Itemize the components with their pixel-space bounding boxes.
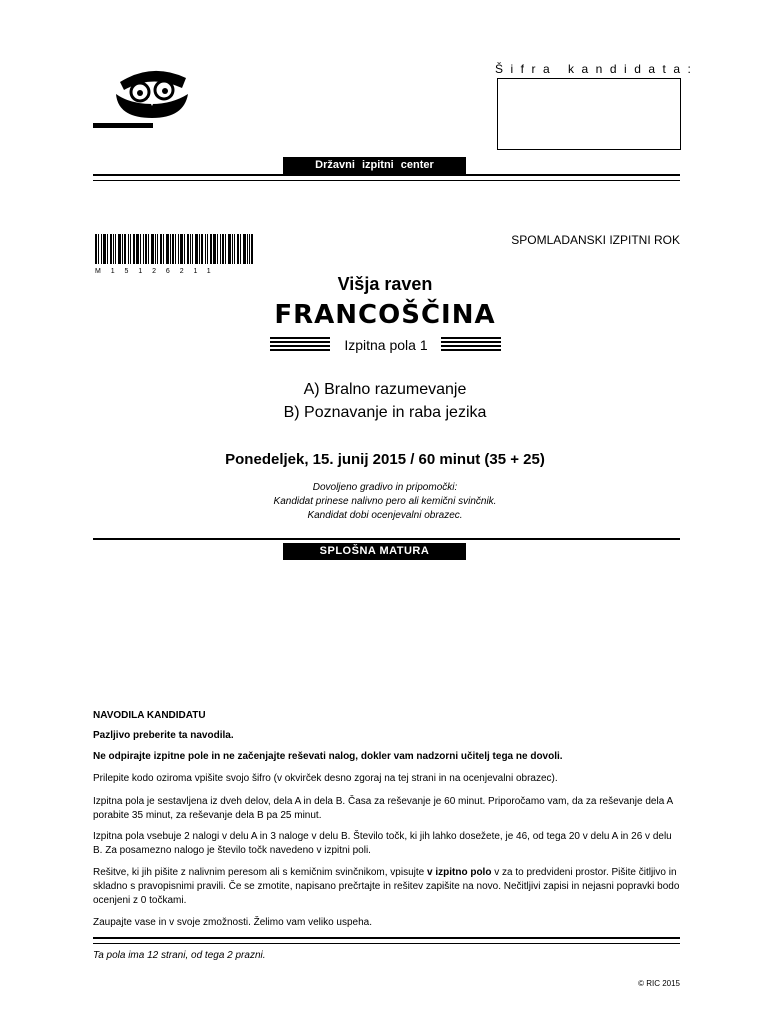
top-divider: [93, 174, 680, 176]
candidate-code-box[interactable]: [497, 78, 681, 150]
exam-session: SPOMLADANSKI IZPITNI ROK: [511, 233, 680, 247]
instructions-paragraph: Izpitna pola je sestavljena iz dveh delov, dela A in dela B. Časa za reševanje je 60 minut. Priporočamo vam, da za reševanje dela A porabite 35 minut, za reševanje dela B pa 25 minut.: [93, 796, 673, 821]
copyright: © RIC 2015: [638, 979, 680, 988]
allowed-materials-heading: Dovoljeno gradivo in pripomočki:: [312, 482, 458, 493]
paper-lines-right: [441, 337, 501, 351]
center-name-banner: Državni izpitni center: [283, 157, 466, 174]
ric-owl-logo-icon: [112, 60, 192, 120]
instructions-read-carefully: Pazljivo preberite ta navodila.: [93, 730, 234, 741]
barcode-icon: [95, 234, 253, 264]
instructions-heading: NAVODILA KANDIDATU: [93, 710, 206, 721]
logo-underline: [93, 123, 153, 128]
instructions-p4-emphasis: v izpitno polo: [427, 867, 492, 878]
matura-banner: SPLOŠNA MATURA: [283, 543, 466, 560]
top-divider-thin: [93, 180, 680, 181]
bottom-divider-thin: [93, 943, 680, 944]
exam-part-a: A) Bralno razumevanje: [303, 381, 467, 398]
instructions-paragraph: [93, 866, 680, 908]
exam-paper: Izpitna pola 1: [344, 337, 428, 353]
instructions-p4-start: Rešitve, ki jih pišite z nalivnim peresom ali s kemičnim svinčnikom, vpisujte: [93, 867, 427, 878]
allowed-materials-line: Kandidat prinese nalivno pero ali kemični svinčnik.: [273, 496, 497, 507]
instructions-p4-end: v za to predvideni prostor. Pišite čitljivo in skladno s pravopisnimi pravili. Če se zmotite, napisano prečrtajte in rešitev zapišite na novo. Nečitljivi zapisi in nejasni popravki bodo ocenjeni z 0 točkami.: [93, 867, 680, 906]
instructions-paragraph: Izpitna pola vsebuje 2 nalogi v delu A in 3 naloge v delu B. Število točk, ki jih lahko dosežete, je 46, od tega 20 v delu A in 26 v delu B. Za posamezno nalogo je število točk navedeno v izpitni poli.: [93, 831, 672, 856]
instructions-paragraph: Prilepite kodo oziroma vpišite svojo šifro (v okvirček desno zgoraj na tej strani in na ocenjevalni obrazec).: [93, 773, 558, 784]
mid-divider: [93, 538, 680, 540]
bottom-divider: [93, 937, 680, 939]
pages-note: Ta pola ima 12 strani, od tega 2 prazni.: [93, 950, 266, 961]
candidate-code-label: Šifra kandidata:: [495, 62, 699, 76]
exam-part-b: B) Poznavanje in raba jezika: [283, 404, 487, 421]
allowed-materials-line: Kandidat dobi ocenjevalni obrazec.: [307, 510, 463, 521]
exam-level: Višja raven: [337, 274, 433, 294]
instructions-paragraph: Zaupajte vase in v svoje zmožnosti. Želimo vam veliko uspeha.: [93, 917, 373, 928]
paper-lines-left: [270, 337, 330, 351]
exam-subject: FRANCOŠČINA: [274, 300, 496, 330]
barcode-number: M15126211: [95, 268, 221, 275]
exam-date-duration: Ponedeljek, 15. junij 2015 / 60 minut (35 + 25): [225, 451, 545, 468]
instructions-do-not-open: Ne odpirajte izpitne pole in ne začenjajte reševati nalog, dokler vam nadzorni učitelj tega ne dovoli.: [93, 751, 563, 762]
